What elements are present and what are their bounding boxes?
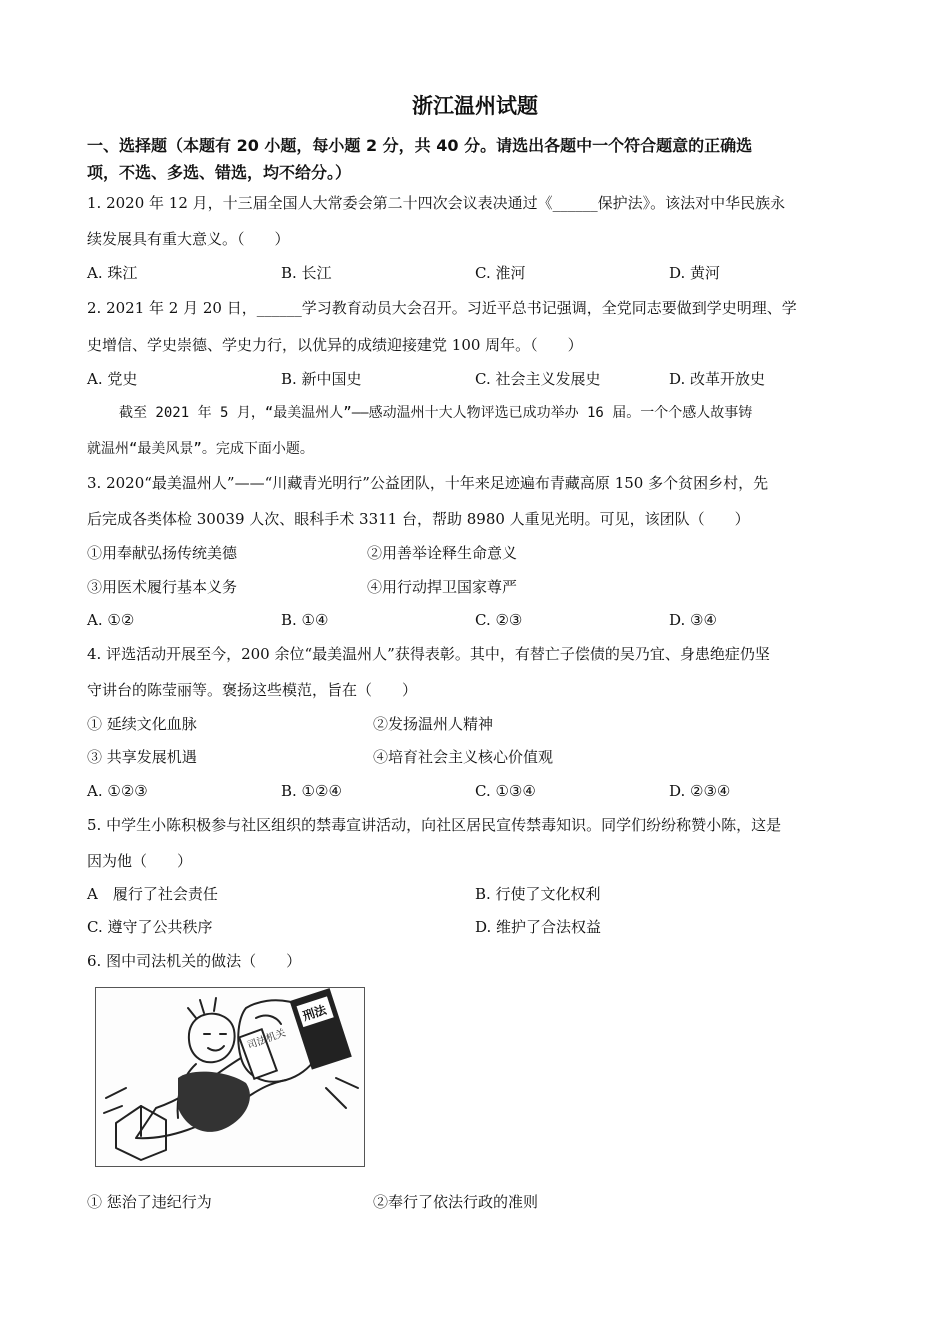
q4-item-3: ③ 共享发展机遇 — [87, 748, 197, 766]
q4-option-d: D. ②③④ — [669, 782, 731, 800]
q6-stem: 6. 图中司法机关的做法（ ） — [87, 952, 302, 970]
q4-stem-line2: 守讲台的陈莹丽等。褒扬这些模范，旨在（ ） — [87, 681, 418, 699]
q4-item-2: ②发扬温州人精神 — [373, 715, 494, 733]
q3-option-d: D. ③④ — [669, 611, 717, 629]
q3-item-4: ④用行动捍卫国家尊严 — [367, 578, 518, 596]
q2-stem-line2: 史增信、学史崇德、学史力行，以优异的成绩迎接建党 100 周年。（ ） — [87, 336, 583, 354]
q3-item-3: ③用医术履行基本义务 — [87, 578, 238, 596]
q5-stem-line2: 因为他（ ） — [87, 852, 193, 870]
q2-option-d: D. 改革开放史 — [669, 370, 766, 388]
q4-item-4: ④培育社会主义核心价值观 — [373, 748, 554, 766]
q3-option-b: B. ①④ — [281, 611, 329, 629]
q3-option-a: A. ①② — [87, 611, 135, 629]
q3-item-2: ②用善举诠释生命意义 — [367, 544, 518, 562]
q2-option-c: C. 社会主义发展史 — [475, 370, 601, 388]
page-title: 浙江温州试题 — [412, 94, 538, 118]
q3-stem-line2: 后完成各类体检 30039 人次、眼科手术 3311 台，帮助 8980 人重见光明。可见，该团队（ ） — [87, 510, 750, 528]
q2-stem-line1: 2. 2021 年 2 月 20 日，______学习教育动员大会召开。习近平总书记强调，全党同志要做到学史明理、学 — [87, 299, 797, 317]
q2-option-b: B. 新中国史 — [281, 370, 362, 388]
section-heading-line1: 一、选择题（本题有 20 小题，每小题 2 分，共 40 分。请选出各题中一个符合题意的正确选 — [87, 136, 753, 155]
q3-stem-line1: 3. 2020“最美温州人”——“川藏青光明行”公益团队，十年来足迹遍布青藏高原 150 多个贫困乡村，先 — [87, 474, 769, 492]
q4-option-b: B. ①②④ — [281, 782, 342, 800]
book-title-label: 刑法 — [300, 1002, 329, 1024]
q5-option-a: A 履行了社会责任 — [87, 885, 218, 903]
q4-item-1: ① 延续文化血脉 — [87, 715, 197, 733]
q1-option-d: D. 黄河 — [669, 264, 721, 282]
q3-item-1: ①用奉献弘扬传统美德 — [87, 544, 238, 562]
q1-stem-line1: 1. 2020 年 12 月，十三届全国人大常委会第二十四次会议表决通过《______保护法》。该法对中华民族永 — [87, 194, 786, 212]
q4-option-c: C. ①③④ — [475, 782, 536, 800]
q1-option-a: A. 珠江 — [87, 264, 138, 282]
q1-option-b: B. 长江 — [281, 264, 332, 282]
q1-option-c: C. 淮河 — [475, 264, 526, 282]
cartoon-illustration — [95, 987, 365, 1167]
section-heading-line2: 项，不选、多选、错选，均不给分。） — [87, 163, 352, 182]
q4-stem-line1: 4. 评选活动开展至今，200 余位“最美温州人”获得表彰。其中，有替亡子偿债的吴乃宜、身患绝症仍坚 — [87, 645, 770, 663]
cartoon-drawing — [96, 988, 364, 1166]
material-intro-line2: 就温州“最美风景”。完成下面小题。 — [87, 441, 314, 457]
q3-option-c: C. ②③ — [475, 611, 523, 629]
q5-option-d: D. 维护了合法权益 — [475, 918, 602, 936]
q4-option-a: A. ①②③ — [87, 782, 148, 800]
q5-stem-line1: 5. 中学生小陈积极参与社区组织的禁毒宣讲活动，向社区居民宣传禁毒知识。同学们纷纷称赞小陈，这是 — [87, 816, 782, 834]
q5-option-b: B. 行使了文化权利 — [475, 885, 601, 903]
q1-stem-line2: 续发展具有重大意义。（ ） — [87, 230, 290, 248]
material-intro-line1: 截至 2021 年 5 月，“最美温州人”——感动温州十大人物评选已成功举办 16 届。一个个感人故事铸 — [119, 405, 753, 421]
arm-band-label: 司法机关 — [245, 1027, 288, 1052]
q2-option-a: A. 党史 — [87, 370, 138, 388]
q6-item-2: ②奉行了依法行政的准则 — [373, 1193, 539, 1211]
q6-item-1: ① 惩治了违纪行为 — [87, 1193, 212, 1211]
q5-option-c: C. 遵守了公共秩序 — [87, 918, 213, 936]
